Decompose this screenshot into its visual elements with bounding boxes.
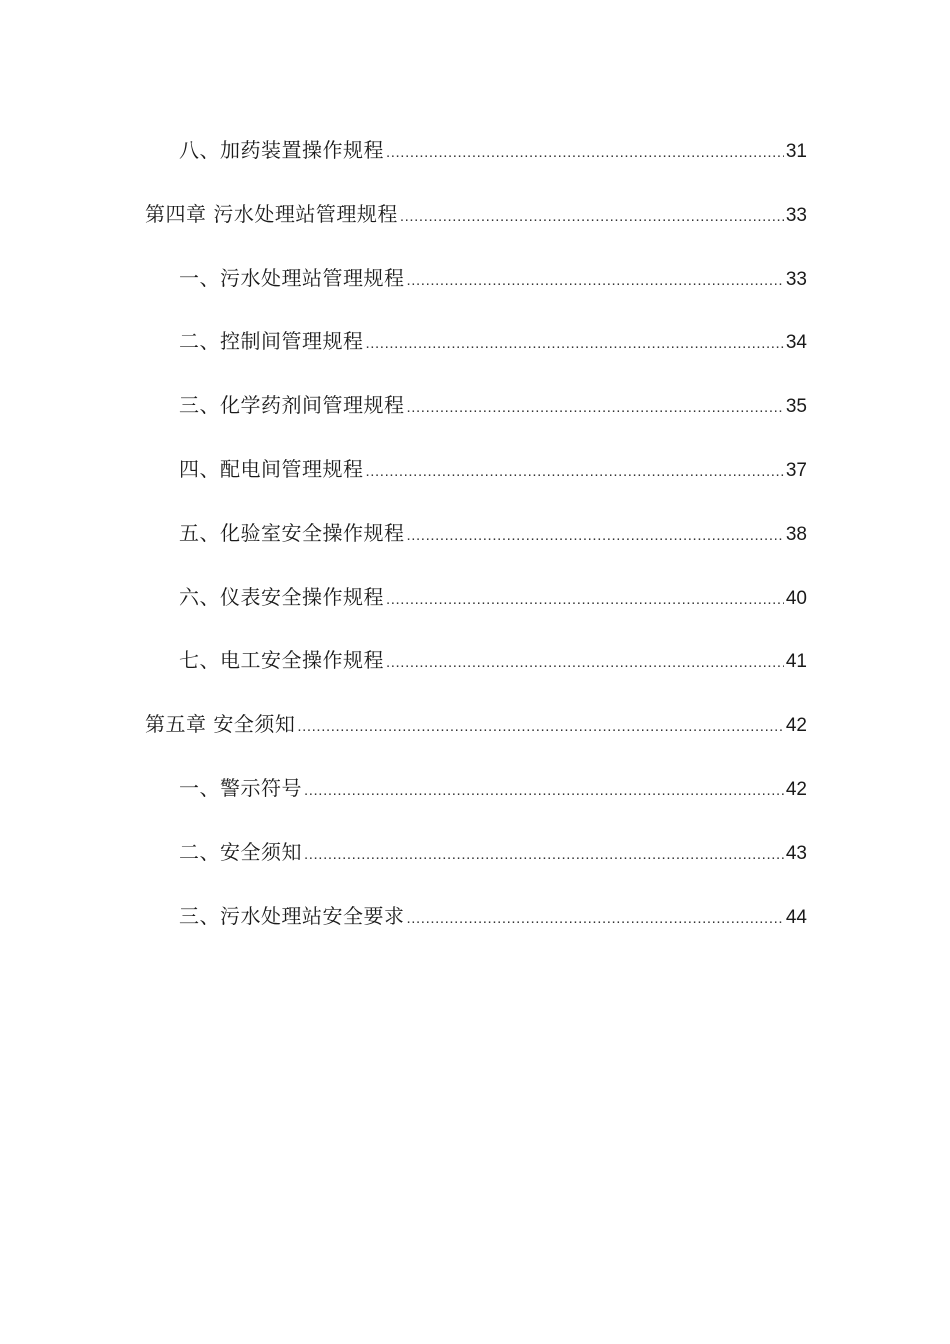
- toc-entry[interactable]: [145, 575, 807, 639]
- toc-entry-title: 六、仪表安全操作规程: [179, 584, 384, 609]
- toc-entry[interactable]: [145, 830, 807, 894]
- toc-entry[interactable]: [145, 447, 807, 511]
- toc-entry-title: 一、污水处理站管理规程: [179, 265, 405, 290]
- toc-entry[interactable]: [145, 702, 807, 766]
- toc-dot-leader: [407, 259, 784, 303]
- toc-dot-leader: [386, 641, 784, 685]
- toc-page-number: 37: [785, 459, 807, 481]
- toc-page-number: 38: [785, 523, 807, 545]
- toc-entry[interactable]: [145, 766, 807, 830]
- toc-dot-leader: [400, 195, 784, 239]
- toc-page-number: 41: [785, 651, 807, 673]
- toc-entry[interactable]: [145, 383, 807, 447]
- toc-page-number: 33: [785, 204, 807, 226]
- toc-entry[interactable]: [145, 319, 807, 383]
- toc-entry[interactable]: [145, 128, 807, 192]
- toc-entry-title: 第四章 污水处理站管理规程: [145, 201, 398, 226]
- toc-entry[interactable]: [145, 638, 807, 702]
- toc-page-number: 33: [785, 268, 807, 290]
- toc-entry[interactable]: [145, 192, 807, 256]
- toc-entry-title: 四、配电间管理规程: [179, 456, 364, 481]
- toc-entry-title: 第五章 安全须知: [145, 712, 296, 737]
- toc-dot-leader: [366, 322, 784, 366]
- toc-dot-leader: [297, 705, 784, 749]
- toc-entry[interactable]: [145, 256, 807, 320]
- toc-page-number: 35: [785, 396, 807, 418]
- toc-entry-title: 八、加药装置操作规程: [179, 138, 384, 162]
- toc-dot-leader: [366, 450, 784, 494]
- toc-entry-title: 一、警示符号: [179, 775, 302, 800]
- toc-entry-title: 五、化验室安全操作规程: [179, 520, 405, 545]
- toc-entry-title: 三、化学药剂间管理规程: [179, 393, 405, 418]
- toc-entry[interactable]: [145, 511, 807, 575]
- toc-dot-leader: [304, 833, 784, 877]
- toc-entry-title: 七、电工安全操作规程: [179, 648, 384, 673]
- toc-dot-leader: [386, 131, 784, 175]
- toc-page-number: 31: [785, 141, 807, 162]
- toc-entry[interactable]: [145, 894, 807, 958]
- toc-dot-leader: [304, 769, 784, 813]
- toc-dot-leader: [386, 578, 784, 622]
- toc-dot-leader: [407, 897, 784, 941]
- toc-page-number: 34: [785, 332, 807, 354]
- toc-page-number: 42: [785, 715, 807, 737]
- toc-page-number: 44: [785, 906, 807, 928]
- toc-dot-leader: [407, 386, 784, 430]
- toc-page-number: 40: [785, 587, 807, 609]
- table-of-contents: [145, 128, 807, 957]
- toc-entry-title: 二、安全须知: [179, 839, 302, 864]
- toc-dot-leader: [407, 514, 784, 558]
- toc-page-number: 42: [785, 778, 807, 800]
- toc-page-number: 43: [785, 842, 807, 864]
- toc-entry-title: 二、控制间管理规程: [179, 329, 364, 354]
- toc-entry-title: 三、污水处理站安全要求: [179, 903, 405, 928]
